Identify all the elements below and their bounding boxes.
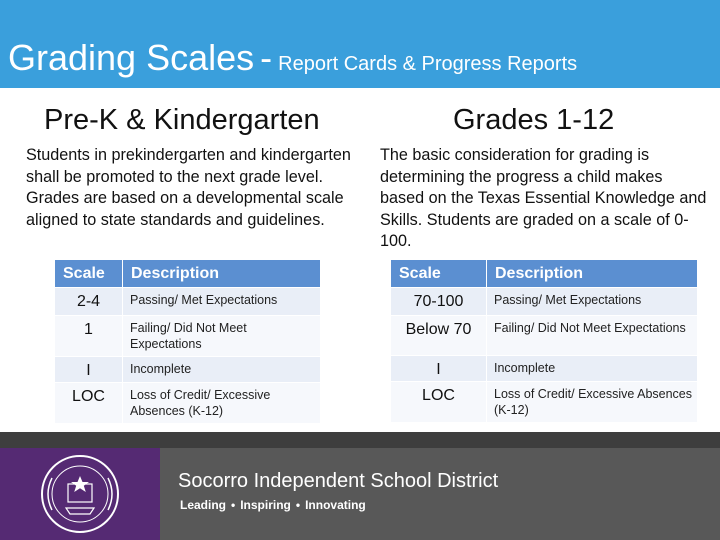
scale-description: Passing/ Met Expectations bbox=[487, 288, 698, 316]
motto-separator: • bbox=[295, 498, 301, 512]
footer-divider-band bbox=[0, 432, 720, 448]
scale-value: I bbox=[55, 357, 123, 383]
scale-value: 70-100 bbox=[391, 288, 487, 316]
page-title bbox=[8, 38, 577, 84]
prek-heading: Pre-K & Kindergarten bbox=[44, 104, 320, 136]
scale-value: Below 70 bbox=[391, 316, 487, 356]
scale-description: Incomplete bbox=[123, 357, 321, 383]
motto-item: Leading bbox=[180, 498, 227, 512]
motto-item: Inspiring bbox=[240, 498, 291, 512]
scale-value: 2-4 bbox=[55, 288, 123, 316]
district-motto bbox=[180, 498, 366, 512]
scale-value: I bbox=[391, 356, 487, 382]
grades-scale-table bbox=[390, 259, 698, 423]
table-row bbox=[391, 316, 698, 356]
seal-panel bbox=[0, 448, 160, 540]
scale-value: 1 bbox=[55, 316, 123, 357]
table-row bbox=[391, 356, 698, 382]
district-seal-icon bbox=[32, 450, 128, 538]
scale-description: Loss of Credit/ Excessive Absences (K-12) bbox=[123, 383, 321, 424]
grades-heading: Grades 1-12 bbox=[453, 104, 615, 136]
description-column-header: Description bbox=[123, 260, 321, 288]
prek-description: Students in prekindergarten and kindergarten shall be promoted to the next grade level. Grades are based on a developmental scale aligned to state standards and guidelines. bbox=[26, 146, 351, 229]
scale-value: LOC bbox=[55, 383, 123, 424]
table-row bbox=[391, 288, 698, 316]
scale-value: LOC bbox=[391, 382, 487, 423]
table-row bbox=[391, 382, 698, 423]
motto-separator: • bbox=[231, 498, 236, 512]
title-banner bbox=[0, 0, 720, 88]
title-text: Grading Scales bbox=[8, 37, 255, 78]
scale-description: Failing/ Did Not Meet Expectations bbox=[487, 316, 698, 356]
title-dash: - bbox=[260, 37, 273, 78]
scale-column-header: Scale bbox=[55, 260, 123, 288]
table-row bbox=[55, 383, 321, 424]
prek-scale-table bbox=[54, 259, 321, 424]
scale-description: Failing/ Did Not Meet Expectations bbox=[123, 316, 321, 357]
scale-description: Incomplete bbox=[487, 356, 698, 382]
scale-description: Loss of Credit/ Excessive Absences (K-12) bbox=[487, 382, 698, 423]
page-subtitle: Report Cards & Progress Reports bbox=[278, 53, 578, 75]
description-column-header: Description bbox=[487, 260, 698, 288]
motto-item: Innovating bbox=[305, 498, 366, 512]
table-row bbox=[55, 357, 321, 383]
grades-description: The basic consideration for grading is determining the progress a child makes based on the Texas Essential Knowledge and Skills. Students are graded on a scale of 0-100. bbox=[380, 146, 707, 251]
table-row bbox=[55, 288, 321, 316]
scale-description: Passing/ Met Expectations bbox=[123, 288, 321, 316]
scale-column-header: Scale bbox=[391, 260, 487, 288]
district-name: Socorro Independent School District bbox=[178, 470, 499, 492]
table-row bbox=[55, 316, 321, 357]
